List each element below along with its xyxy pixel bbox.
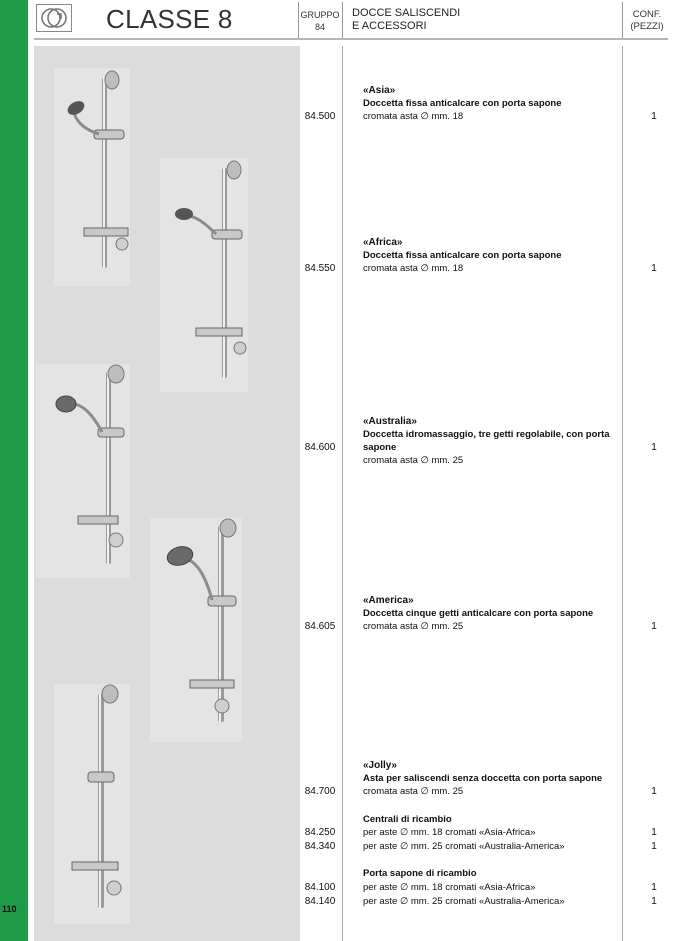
product-qty: 1 xyxy=(651,263,657,274)
conf-label: CONF. xyxy=(632,9,662,20)
product-description: Doccetta idromassaggio, tre getti regolabile, con porta sapone xyxy=(363,429,610,453)
spare-qty: 1 xyxy=(651,841,657,852)
spare-centrali-heading xyxy=(363,813,621,826)
product-code: 84.500 xyxy=(304,111,336,122)
spare-heading: Centrali di ricambio xyxy=(363,814,452,825)
header-rule xyxy=(34,38,668,40)
column-divider xyxy=(342,46,343,941)
product-spec: cromata asta ∅ mm. 18 xyxy=(363,263,464,274)
product-spec: cromata asta ∅ mm. 25 xyxy=(363,621,464,632)
product-qty: 1 xyxy=(651,621,657,632)
product-name: «Australia» xyxy=(363,416,417,427)
product-code: 84.600 xyxy=(304,442,336,453)
product-description: Doccetta cinque getti anticalcare con porta sapone xyxy=(363,608,594,619)
conf-header xyxy=(626,9,668,33)
product-photo-jolly xyxy=(54,684,130,924)
section-description xyxy=(352,7,460,33)
spare-row-text: per aste ∅ mm. 18 cromati «Asia-Africa» xyxy=(363,882,536,893)
gruppo-value: 84 xyxy=(314,22,325,32)
product-entry-australia xyxy=(363,415,621,467)
spare-porta-heading xyxy=(363,867,621,880)
product-photo-australia xyxy=(36,364,130,578)
product-name: «Asia» xyxy=(363,85,396,96)
page-title: CLASSE 8 xyxy=(106,4,233,34)
product-code: 84.550 xyxy=(304,263,336,274)
product-spec: cromata asta ∅ mm. 25 xyxy=(363,455,464,466)
spare-row-text: per aste ∅ mm. 18 cromati «Asia-Africa» xyxy=(363,827,536,838)
spare-code: 84.140 xyxy=(304,896,336,907)
header-separator xyxy=(342,2,343,38)
product-spec: cromata asta ∅ mm. 25 xyxy=(363,786,464,797)
header-separator xyxy=(298,2,299,38)
section-description-line: E ACCESSORI xyxy=(352,20,427,32)
spare-code: 84.340 xyxy=(304,841,336,852)
product-code: 84.605 xyxy=(304,621,336,632)
product-description: Asta per saliscendi senza doccetta con porta sapone xyxy=(363,773,603,784)
spare-code: 84.100 xyxy=(304,882,336,893)
spare-qty: 1 xyxy=(651,882,657,893)
gruppo-box xyxy=(300,9,340,33)
conf-label: (PEZZI) xyxy=(630,21,664,32)
spare-qty: 1 xyxy=(651,896,657,907)
header-separator xyxy=(622,2,623,38)
brand-logo xyxy=(36,4,72,32)
product-qty: 1 xyxy=(651,111,657,122)
product-description: Doccetta fissa anticalcare con porta sapone xyxy=(363,98,562,109)
page-number: 110 xyxy=(2,904,17,914)
product-spec: cromata asta ∅ mm. 18 xyxy=(363,111,464,122)
product-qty: 1 xyxy=(651,442,657,453)
product-name: «America» xyxy=(363,595,414,606)
product-entry-africa xyxy=(363,236,621,275)
spare-heading: Porta sapone di ricambio xyxy=(363,868,477,879)
column-divider xyxy=(622,46,623,941)
product-name: «Jolly» xyxy=(363,760,397,771)
product-photo-asia xyxy=(54,68,130,286)
product-entry-asia xyxy=(363,84,621,123)
green-side-bar xyxy=(0,0,28,941)
product-description: Doccetta fissa anticalcare con porta sapone xyxy=(363,250,562,261)
product-photo-america xyxy=(150,518,242,742)
product-name: «Africa» xyxy=(363,237,403,248)
product-entry-jolly xyxy=(363,759,621,798)
product-code: 84.700 xyxy=(304,786,336,797)
gruppo-label: GRUPPO xyxy=(300,10,340,20)
product-entry-america xyxy=(363,594,621,633)
spare-row-text: per aste ∅ mm. 25 cromati «Australia-America» xyxy=(363,841,565,852)
spare-qty: 1 xyxy=(651,827,657,838)
section-description-line: DOCCE SALISCENDI xyxy=(352,7,461,19)
product-qty: 1 xyxy=(651,786,657,797)
spare-row-text: per aste ∅ mm. 25 cromati «Australia-America» xyxy=(363,896,565,907)
spare-code: 84.250 xyxy=(304,827,336,838)
product-photo-africa xyxy=(160,158,248,392)
